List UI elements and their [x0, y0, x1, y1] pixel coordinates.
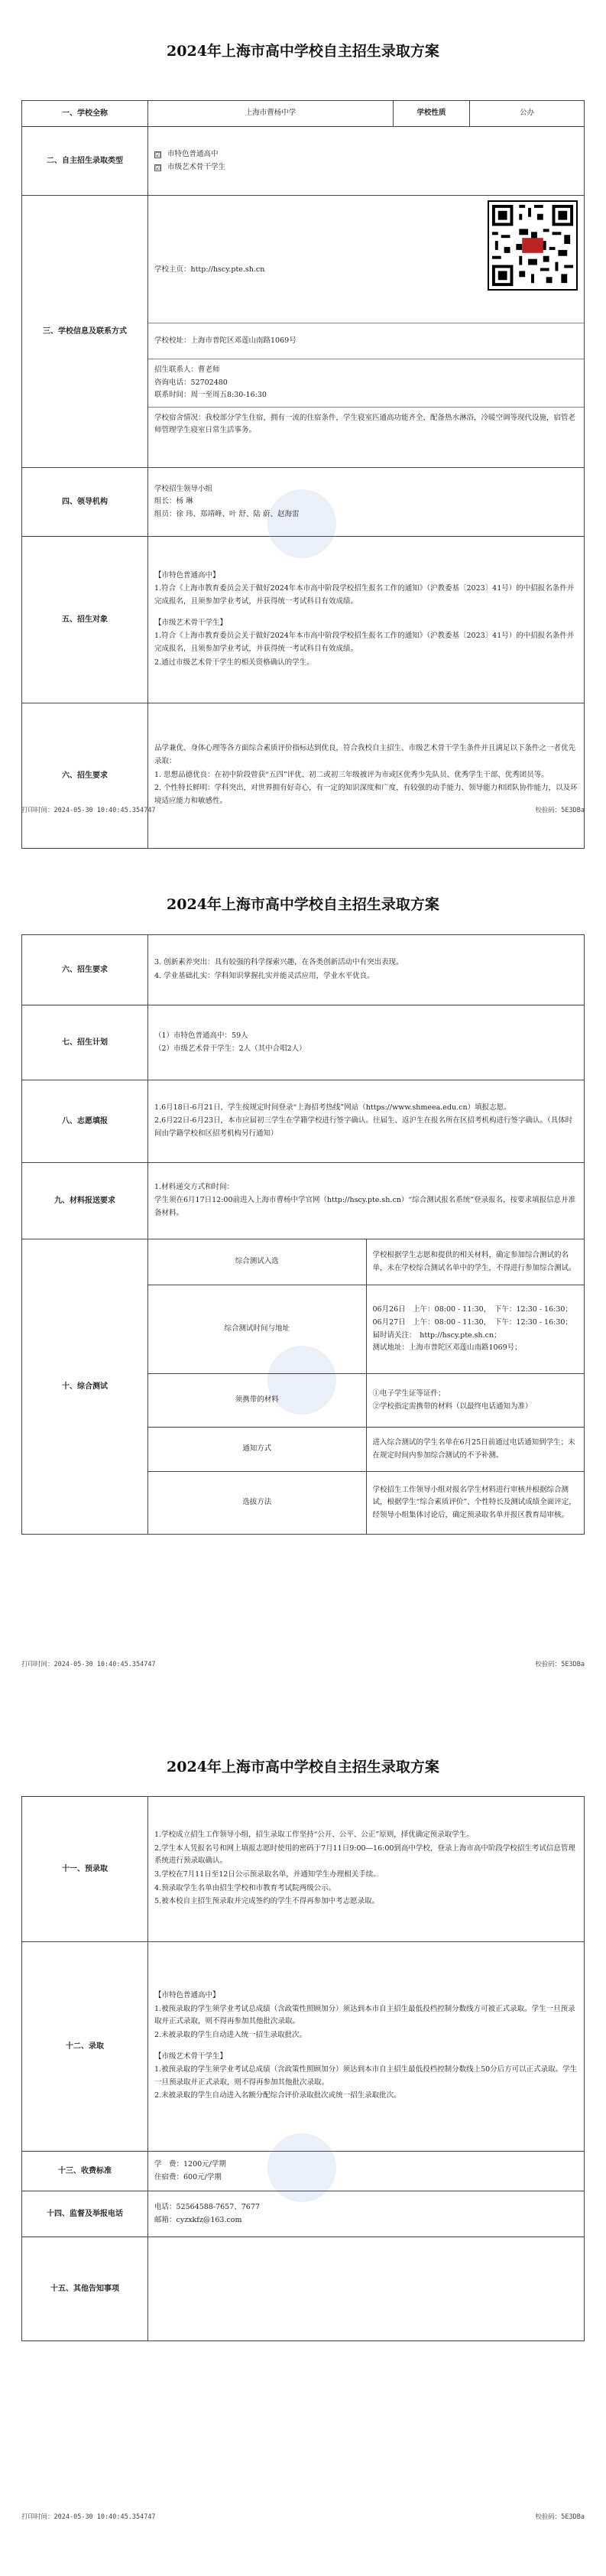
- test-method-label: 选拔方法: [148, 1472, 367, 1535]
- target-cell: [148, 537, 585, 703]
- test-notify-label: 通知方式: [148, 1428, 367, 1472]
- page-footer: [21, 1659, 585, 1668]
- supervise-label: 十四、监督及举报电话: [22, 2191, 148, 2237]
- type-item: ☑ 市特色普通高中: [155, 149, 219, 158]
- requirements-cell: [148, 935, 585, 1005]
- school-website: 学校主页：http://hscy.pte.sh.cn: [154, 265, 265, 274]
- checkbox-checked-icon: ☑: [155, 151, 161, 158]
- pre-admission-item: 1.学校成立招生工作领导小组，招生录取工作坚持“公开、公平、公正”原则，择优确定预录取学生。: [154, 1830, 474, 1840]
- requirements-cell: [148, 703, 585, 849]
- test-time-label: 综合测试时间与地址: [148, 1285, 367, 1374]
- fee-item: 住宿费：600元/学期: [154, 2172, 222, 2181]
- type-item: ☑ 市级艺术骨干学生: [155, 162, 226, 171]
- contact-person: 招生联系人：曹老师: [154, 365, 220, 374]
- materials-item: 学生须在6月17日12:00前进入上海市曹杨中学官网（http://hscy.pte.sh.cn）“综合测试报名系统”登录报名，按要求填报信息并准备材料。: [154, 1196, 576, 1217]
- target-special-item: 1.符合《上海市教育委员会关于做好2024年本市高中阶段学校招生报名工作的通知》（沪教委基〔2023〕41号）的中招报名条件并完成报名，且须参加学业考试，并获得统一考试科目有效成绩。: [154, 584, 575, 606]
- target-special-head: 【市特色普通高中】: [154, 570, 220, 580]
- leader-members: 组员：徐 玮、郑靖峰、叶 舒、陆 蔚、赵海雷: [154, 509, 300, 518]
- fee-item: 学 费：1200元/学期: [154, 2159, 226, 2168]
- requirement-item: 2. 个性特长鲜明：学科突出，对世界拥有好奇心，有一定的知识深度和广度，有较强的动手能力、领导能力和团队协作能力，以及环境适应能力和敏感性。: [154, 784, 578, 805]
- pre-admission-cell: [148, 1797, 585, 1942]
- school-type-label: 学校性质: [394, 101, 470, 127]
- check-code: 校验码：5E3DBa: [535, 807, 585, 814]
- materials-cell: [148, 1163, 585, 1239]
- supervise-phone: 电话：52564588-7657、7677: [154, 2202, 260, 2211]
- pre-admission-item: 4.预录取学生名单由招生学校和市教育考试院两级公示。: [154, 1883, 336, 1892]
- contact-hours: 联系时间：周一至周五8:30-16:30: [154, 391, 267, 400]
- qr-code-icon: [488, 200, 578, 291]
- apply-item: 2.6月22日-6月23日，本市应届初三学生在学籍学校进行签字确认。往届生、返沪生在报名所在区招考机构进行签字确认。（具体时间由学籍学校和区招考机构另行通知）: [154, 1116, 573, 1138]
- print-time: 打印时间：2024-05-30 10:40:45.354747: [21, 807, 156, 814]
- pre-admission-item: 5.被本校自主招生预录取并完成签约的学生不得再参加中考志愿录取。: [154, 1897, 380, 1906]
- admission-cell: [148, 1942, 585, 2152]
- dorm-info: 学校宿舍情况：我校部分学生住宿，拥有一流的住宿条件，学生寝室匹通高功能齐全，配备热水淋浴，冷暖空调等现代设施，宿管老师管理学生寝室日常生活事务。: [154, 413, 576, 435]
- test-time-cell: [366, 1285, 585, 1374]
- materials-label: 九、材料报送要求: [22, 1163, 148, 1239]
- test-time-item: 06月26日 上午：08:00 - 11:30， 下午：12:30 - 16:30；: [372, 1305, 572, 1314]
- print-time: 打印时间：2024-05-30 10:40:45.354747: [21, 2513, 156, 2521]
- plan-item: （1）市特色普通高中：59人: [154, 1031, 248, 1040]
- admission-special-item: 2.未被录取的学生自动进入统一招生录取批次。: [154, 2030, 307, 2039]
- check-code: 校验码：5E3DBa: [535, 2513, 585, 2521]
- admission-art-item: 2.未被录取的学生自动进入名额分配综合评价录取批次或统一招生录取批次。: [154, 2091, 401, 2100]
- apply-label: 八、志愿填报: [22, 1080, 148, 1163]
- test-address: 测试地址：上海市普陀区邓莲山南路1069号；: [372, 1343, 522, 1353]
- requirement-item: 1. 思想品德优良：在初中阶段曾获“五四”评优、初二或初三年级被评为市或区优秀少先队员、优秀学生干部、优秀团员等。: [154, 770, 549, 779]
- other-label: 十五、其他告知事项: [22, 2237, 148, 2341]
- checkbox-checked-icon: ☑: [155, 164, 161, 171]
- school-name-label: 一、学校全称: [22, 101, 148, 127]
- test-method: 学校招生工作领导小组对报名学生材料进行审核并根据综合测试，根据学生“综合素质评价”、个性特长及测试成绩全面评定，经领导小组集体讨论后，确定预录取名单并报区教育局审核。: [366, 1472, 585, 1535]
- admission-special-item: 1.被预录取的学生须学业考试总成绩（含政策性照顾加分）须达到本市自主招生最低投档控制分数线方可被正式录取。学生一旦预录取并正式录取，则不得再参加其他批次录取。: [154, 2004, 575, 2026]
- plan-cell: [148, 1005, 585, 1080]
- test-bring-cell: [366, 1374, 585, 1428]
- target-art-item: 1.符合《上海市教育委员会关于做好2024年本市高中阶段学校招生报名工作的通知》（沪教委基〔2023〕41号）的中招报名条件并完成报名，且须参加学业考试，并获得统一考试科目有效成绩。: [154, 632, 575, 653]
- supervise-cell: [148, 2191, 585, 2237]
- leader-label: 四、领导机构: [22, 468, 148, 537]
- school-address: 学校校址：上海市普陀区邓莲山南路1069号: [154, 336, 297, 345]
- target-label: 五、招生对象: [22, 537, 148, 703]
- admission-label: 十二、录取: [22, 1942, 148, 2152]
- target-art-head: 【市级艺术骨干学生】: [154, 618, 228, 627]
- test-entry-label: 综合测试入选: [148, 1239, 367, 1285]
- admission-art-head: 【市级艺术骨干学生】: [154, 2051, 228, 2061]
- print-time: 打印时间：2024-05-30 10:40:45.354747: [21, 1661, 156, 1668]
- other-cell: [148, 2237, 585, 2341]
- test-bring-item: ②学校指定需携带的材料（以最终电话通知为准）: [372, 1402, 533, 1411]
- target-art-item: 2.通过市级艺术骨干学生的相关资格确认的学生。: [154, 658, 314, 667]
- page-title: 2024年上海市高中学校自主招生录取方案: [167, 896, 439, 913]
- types-label: 二、自主招生录取类型: [22, 127, 148, 196]
- admission-special-head: 【市特色普通高中】: [154, 1991, 220, 1999]
- school-name: 上海市曹杨中学: [148, 101, 394, 127]
- leader-cell: [148, 468, 585, 537]
- apply-item: 1.6月18日-6月21日，学生按规定时间登录“上海招考热线”网站（https://www.shmeea.edu.cn）填报志愿。: [154, 1103, 511, 1112]
- materials-item: 1.材料递交方式和时间：: [154, 1182, 235, 1191]
- requirements-label: 六、招生要求: [22, 703, 148, 849]
- page-footer: [21, 805, 585, 814]
- page-title: 2024年上海市高中学校自主招生录取方案: [167, 43, 439, 60]
- page-footer: [21, 2512, 585, 2521]
- fee-label: 十三、收费标准: [22, 2152, 148, 2191]
- contact-cell: [148, 196, 585, 468]
- contact-phone: 咨询电话：52702480: [154, 378, 228, 387]
- test-entry: 学校根据学生志愿和提供的相关材料，确定参加综合测试的名单，未在学校综合测试名单中的学生，不得进行参加综合测试。: [366, 1239, 585, 1285]
- test-bring-item: ①电子学生证等证件；: [372, 1389, 446, 1398]
- test-time-item: 届时请关注： http://hscy.pte.sh.cn；: [372, 1330, 501, 1340]
- fee-cell: [148, 2152, 585, 2191]
- contact-label: 三、学校信息及联系方式: [22, 196, 148, 468]
- test-label: 十、综合测试: [22, 1239, 148, 1535]
- plan-item: （2）市级艺术骨干学生：2人（其中合唱2人）: [154, 1044, 306, 1053]
- page-title: 2024年上海市高中学校自主招生录取方案: [167, 1759, 439, 1775]
- school-type: 公办: [470, 101, 585, 127]
- test-time-item: 06月27日 上午：08:00 - 11:30， 下午：12:30 - 16:30；: [372, 1317, 572, 1327]
- check-code: 校验码：5E3DBa: [535, 1661, 585, 1668]
- admission-art-item: 1.被预录取的学生须学业考试总成绩（含政策性照顾加分）须达到本市自主招生最低投档控制分数线上50分后方可以正式录取。学生一旦预录取并正式录取，则不得再参加其他批次录取。: [154, 2065, 578, 2087]
- requirements-intro: 品学兼优、身体心理等各方面综合素质评价指标达到优良，符合我校自主招生、市级艺术骨干学生条件并且满足以下条件之一者优先录取：: [154, 744, 576, 766]
- leader-group: 学校招生领导小组: [154, 484, 213, 493]
- supervise-email: 邮箱：cyzxkfz@163.com: [154, 2215, 242, 2224]
- pre-admission-item: 3.学校在7月11日至12日公示预录取名单，并通知学生办理相关手续。: [154, 1870, 381, 1879]
- plan-table-1: [21, 100, 585, 849]
- plan-label: 七、招生计划: [22, 1005, 148, 1080]
- test-notify: 进入综合测试的学生名单在6月25日前通过电话通知到学生；未在规定时间内参加综合测试的不予补测。: [366, 1428, 585, 1472]
- apply-cell: [148, 1080, 585, 1163]
- requirement-item: 4. 学业基础扎实：学科知识掌握扎实并能灵活应用，学业水平优良。: [154, 971, 374, 980]
- pre-admission-item: 2.学生本人凭报名号和网上填报志愿时使用的密码于7月11日9:00—16:00到高中学校，登录上海市高中阶段学校招生考试信息管理系统进行预录取确认。: [154, 1843, 575, 1866]
- test-bring-label: 须携带的材料: [148, 1374, 367, 1428]
- requirement-item: 3. 创新素养突出：具有较强的科学探索兴趣，在各类创新活动中有突出表现。: [154, 957, 403, 966]
- types-list: [148, 127, 585, 196]
- plan-table-2: [21, 934, 585, 1535]
- plan-table-3: [21, 1796, 585, 2341]
- pre-admission-label: 十一、预录取: [22, 1797, 148, 1942]
- leader-head: 组长：杨 琳: [154, 497, 193, 506]
- requirements-label: 六、招生要求: [22, 935, 148, 1005]
